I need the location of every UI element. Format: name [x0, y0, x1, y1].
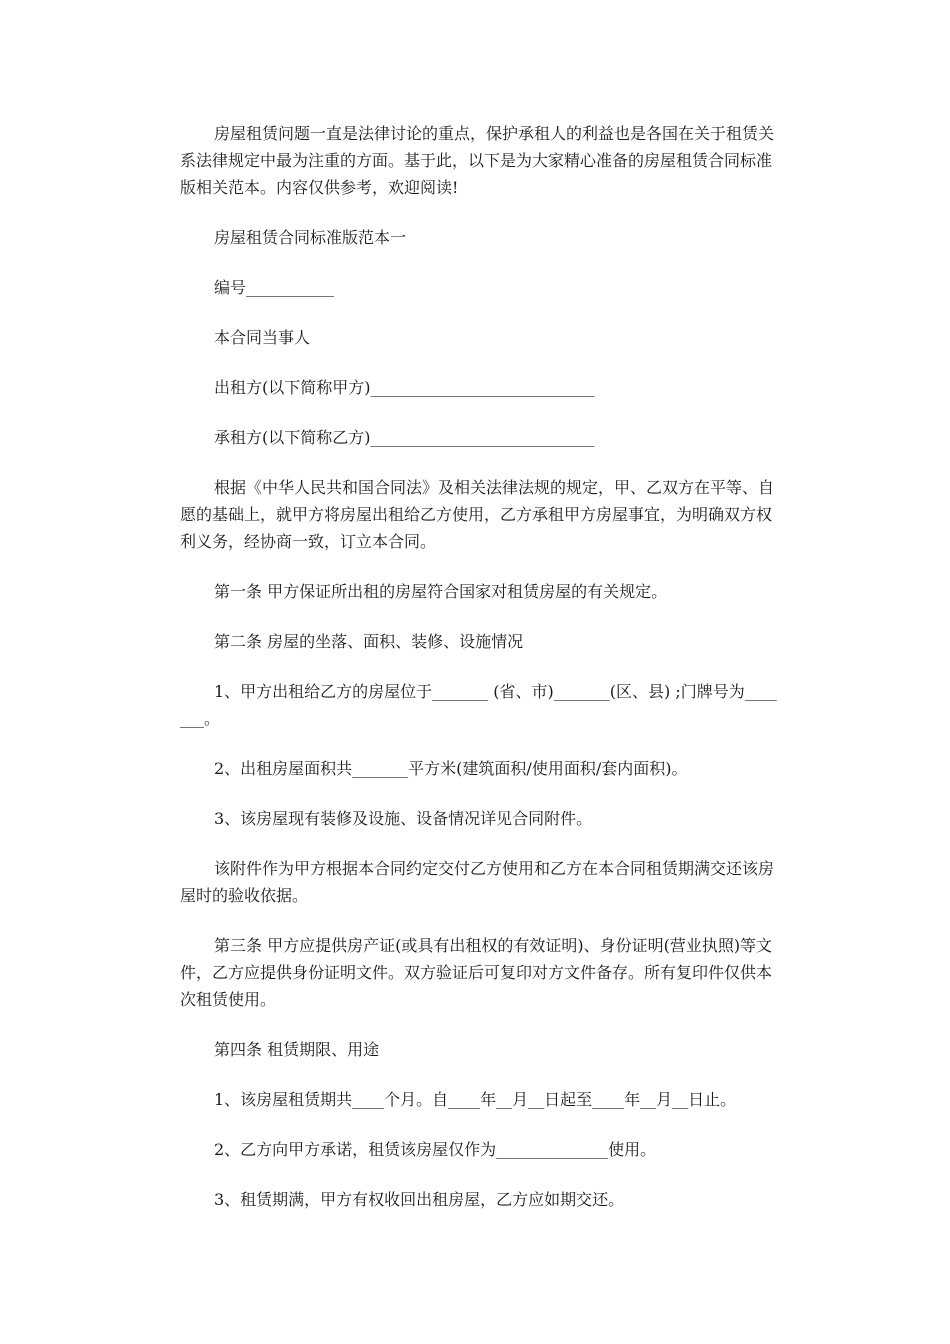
- article-1: 第一条 甲方保证所出租的房屋符合国家对租赁房屋的有关规定。: [214, 582, 668, 601]
- article-2-item-1: 1、甲方出租给乙方的房屋位于_______ (省、市)_______(区、县) ;门牌号为_______。: [180, 682, 777, 728]
- contract-title: 房屋租赁合同标准版范本一: [214, 228, 407, 247]
- preamble-paragraph: 根据《中华人民共和国合同法》及相关法律法规的规定，甲、乙双方在平等、自愿的基础上，就甲方将房屋出租给乙方使用，乙方承租甲方房屋事宜，为明确双方权利义务，经协商一致，订立本合同。: [180, 478, 775, 551]
- article-2-item-2: 2、出租房屋面积共_______平方米(建筑面积/使用面积/套内面积)。: [214, 759, 688, 778]
- article-4-heading: 第四条 租赁期限、用途: [214, 1040, 380, 1059]
- article-4-item-3: 3、租赁期满，甲方有权收回出租房屋，乙方应如期交还。: [214, 1190, 625, 1209]
- contract-number-field: 编号___________: [214, 278, 335, 297]
- article-4-item-2: 2、乙方向甲方承诺，租赁该房屋仅作为______________使用。: [214, 1140, 657, 1159]
- article-3: 第三条 甲方应提供房产证(或具有出租权的有效证明)、身份证明(营业执照)等文件，乙方应提供身份证明文件。双方验证后可复印对方文件备存。所有复印件仅供本次租赁使用。: [180, 936, 773, 1009]
- article-4-item-1: 1、该房屋租赁期共____个月。自____年__月__日起至____年__月__日止。: [214, 1090, 737, 1109]
- parties-heading: 本合同当事人: [214, 328, 311, 347]
- document-body: [180, 120, 780, 1236]
- article-2-item-3: 3、该房屋现有装修及设施、设备情况详见合同附件。: [214, 809, 593, 828]
- intro-paragraph: 房屋租赁问题一直是法律讨论的重点，保护承租人的利益也是各国在关于租赁关系法律规定中最为注重的方面。基于此，以下是为大家精心准备的房屋租赁合同标准版相关范本。内容仅供参考，欢迎阅读!: [180, 124, 775, 197]
- lessor-field: 出租方(以下简称甲方)____________________________: [214, 378, 595, 397]
- lessee-field: 承租方(以下简称乙方)____________________________: [214, 428, 595, 447]
- article-2-heading: 第二条 房屋的坐落、面积、装修、设施情况: [214, 632, 524, 651]
- attachment-note: 该附件作为甲方根据本合同约定交付乙方使用和乙方在本合同租赁期满交还该房屋时的验收依据。: [180, 859, 775, 905]
